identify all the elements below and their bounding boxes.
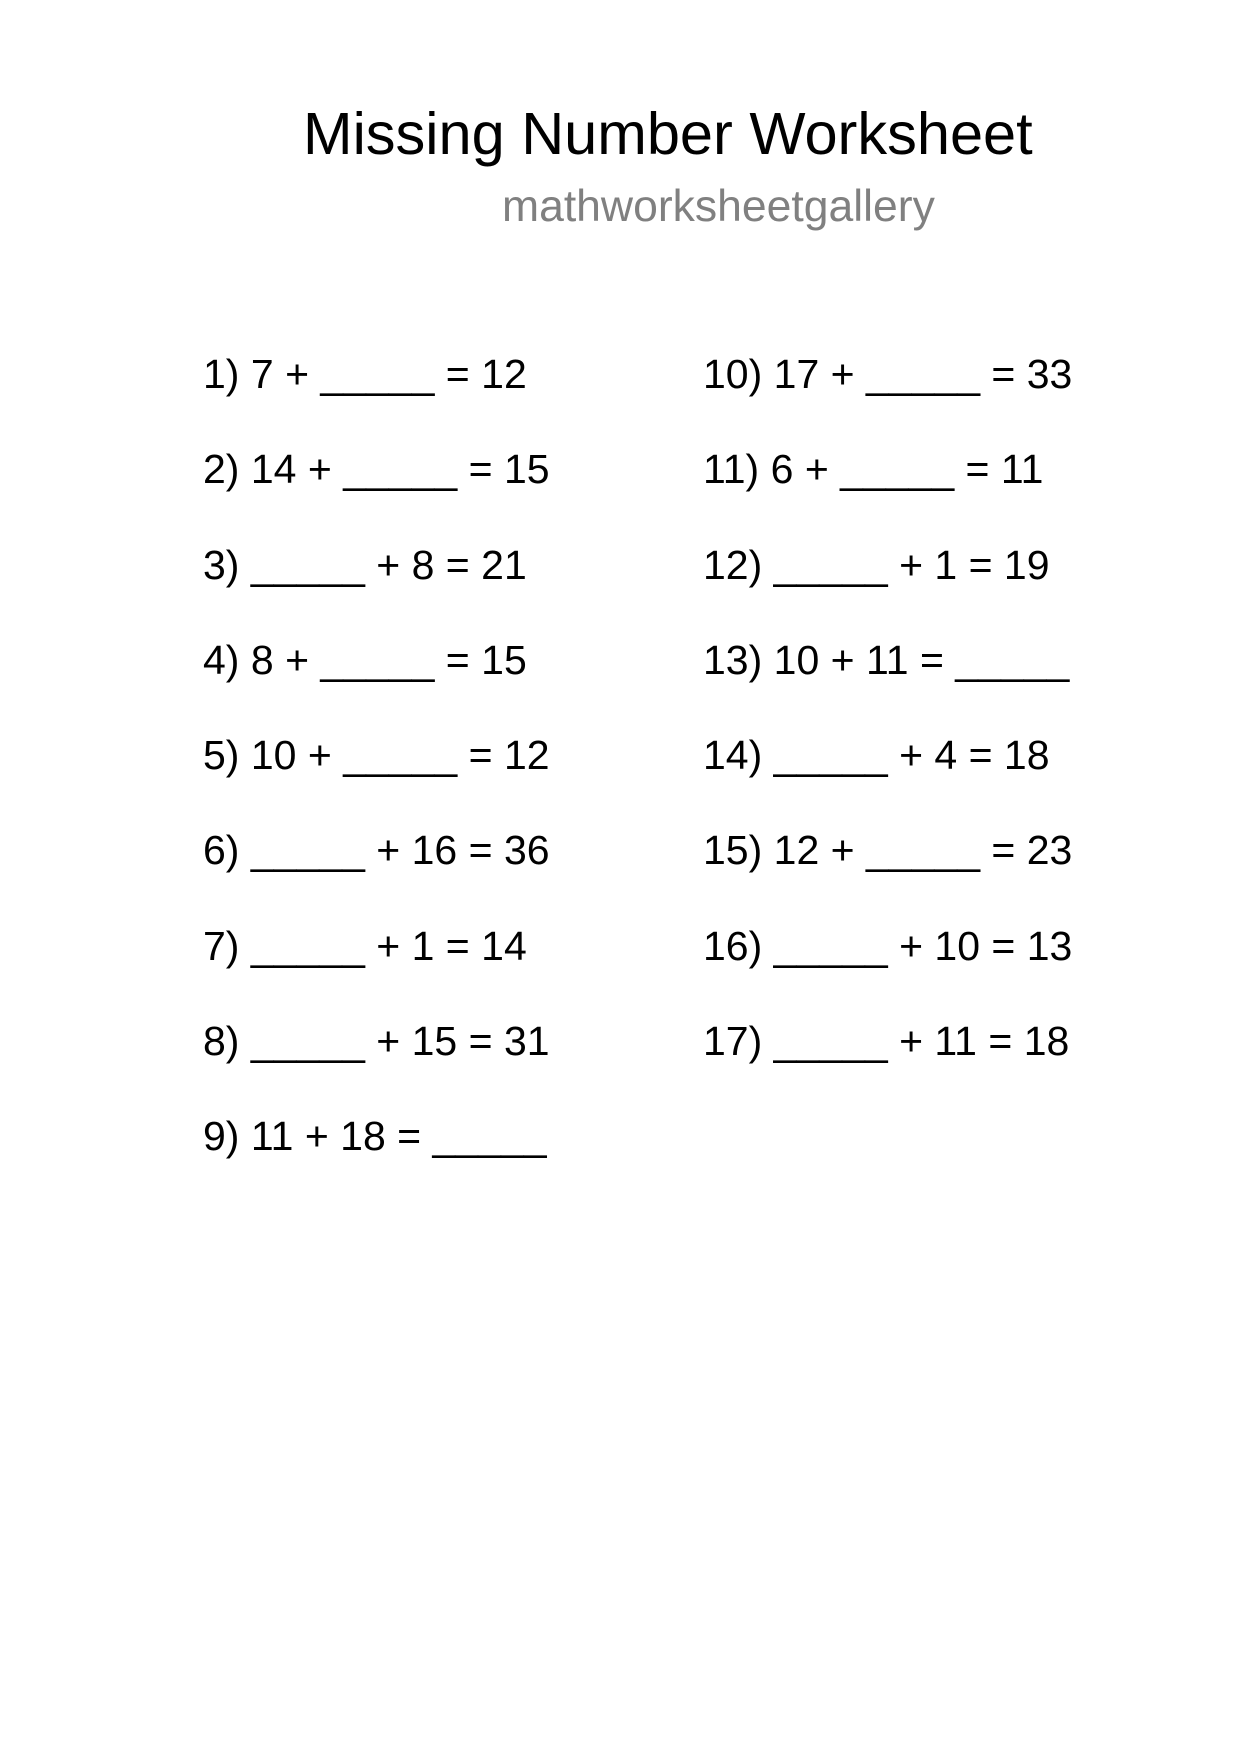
problem-equation: _____ + 16 = 36 xyxy=(250,827,550,874)
problem-equation: 10 + _____ = 12 xyxy=(250,732,550,779)
problem-item xyxy=(203,352,550,447)
problem-item xyxy=(203,733,550,828)
problem-number: 10) xyxy=(703,351,763,397)
problem-equation: 17 + _____ = 33 xyxy=(773,351,1073,397)
problem-number: 17) xyxy=(703,1018,763,1065)
problem-equation: _____ + 8 = 21 xyxy=(250,541,527,588)
problem-number: 16) xyxy=(703,922,763,969)
problem-number: 1) xyxy=(203,351,240,397)
problem-item xyxy=(203,638,550,733)
problem-item xyxy=(203,924,550,1019)
problem-number: 6) xyxy=(203,827,240,874)
problem-equation: 8 + _____ = 15 xyxy=(250,636,527,683)
problem-item xyxy=(703,924,1072,1019)
problem-item xyxy=(203,1019,550,1114)
problem-column-left xyxy=(203,352,550,1210)
problem-item xyxy=(203,447,550,542)
problem-item xyxy=(703,733,1072,828)
problem-equation: _____ + 15 = 31 xyxy=(250,1018,550,1065)
problem-item xyxy=(703,447,1072,542)
problem-number: 7) xyxy=(203,922,240,969)
problem-item xyxy=(203,1114,550,1209)
problem-equation: 10 + 11 = _____ xyxy=(773,636,1070,683)
problem-equation: 6 + _____ = 11 xyxy=(770,446,1044,493)
problem-number: 13) xyxy=(703,636,763,683)
problem-item xyxy=(703,543,1072,638)
problem-number: 11) xyxy=(703,446,760,493)
worksheet-source: mathworksheetgallery xyxy=(502,182,935,231)
problem-number: 9) xyxy=(203,1113,240,1160)
problem-number: 4) xyxy=(203,636,240,683)
problem-column-right xyxy=(703,352,1072,1114)
problem-equation: 12 + _____ = 23 xyxy=(773,827,1073,874)
problem-item xyxy=(203,828,550,923)
problem-item xyxy=(703,352,1072,447)
problem-equation: _____ + 1 = 19 xyxy=(773,541,1050,588)
problem-item xyxy=(203,543,550,638)
problem-equation: _____ + 1 = 14 xyxy=(250,922,527,969)
problem-equation: 14 + _____ = 15 xyxy=(250,446,550,493)
problem-number: 2) xyxy=(203,446,240,493)
problem-equation: 11 + 18 = _____ xyxy=(250,1113,547,1160)
problem-equation: _____ + 4 = 18 xyxy=(773,732,1050,779)
problem-equation: _____ + 11 = 18 xyxy=(773,1018,1070,1065)
worksheet-title: Missing Number Worksheet xyxy=(303,100,1033,167)
problem-item xyxy=(703,1019,1072,1114)
problem-number: 5) xyxy=(203,732,240,779)
problem-item xyxy=(703,828,1072,923)
problem-number: 12) xyxy=(703,541,763,588)
problem-number: 15) xyxy=(703,827,763,874)
problem-item xyxy=(703,638,1072,733)
problem-equation: _____ + 10 = 13 xyxy=(773,922,1073,969)
problem-number: 8) xyxy=(203,1018,240,1065)
problem-equation: 7 + _____ = 12 xyxy=(250,351,527,397)
problem-number: 3) xyxy=(203,541,240,588)
problem-number: 14) xyxy=(703,732,763,779)
